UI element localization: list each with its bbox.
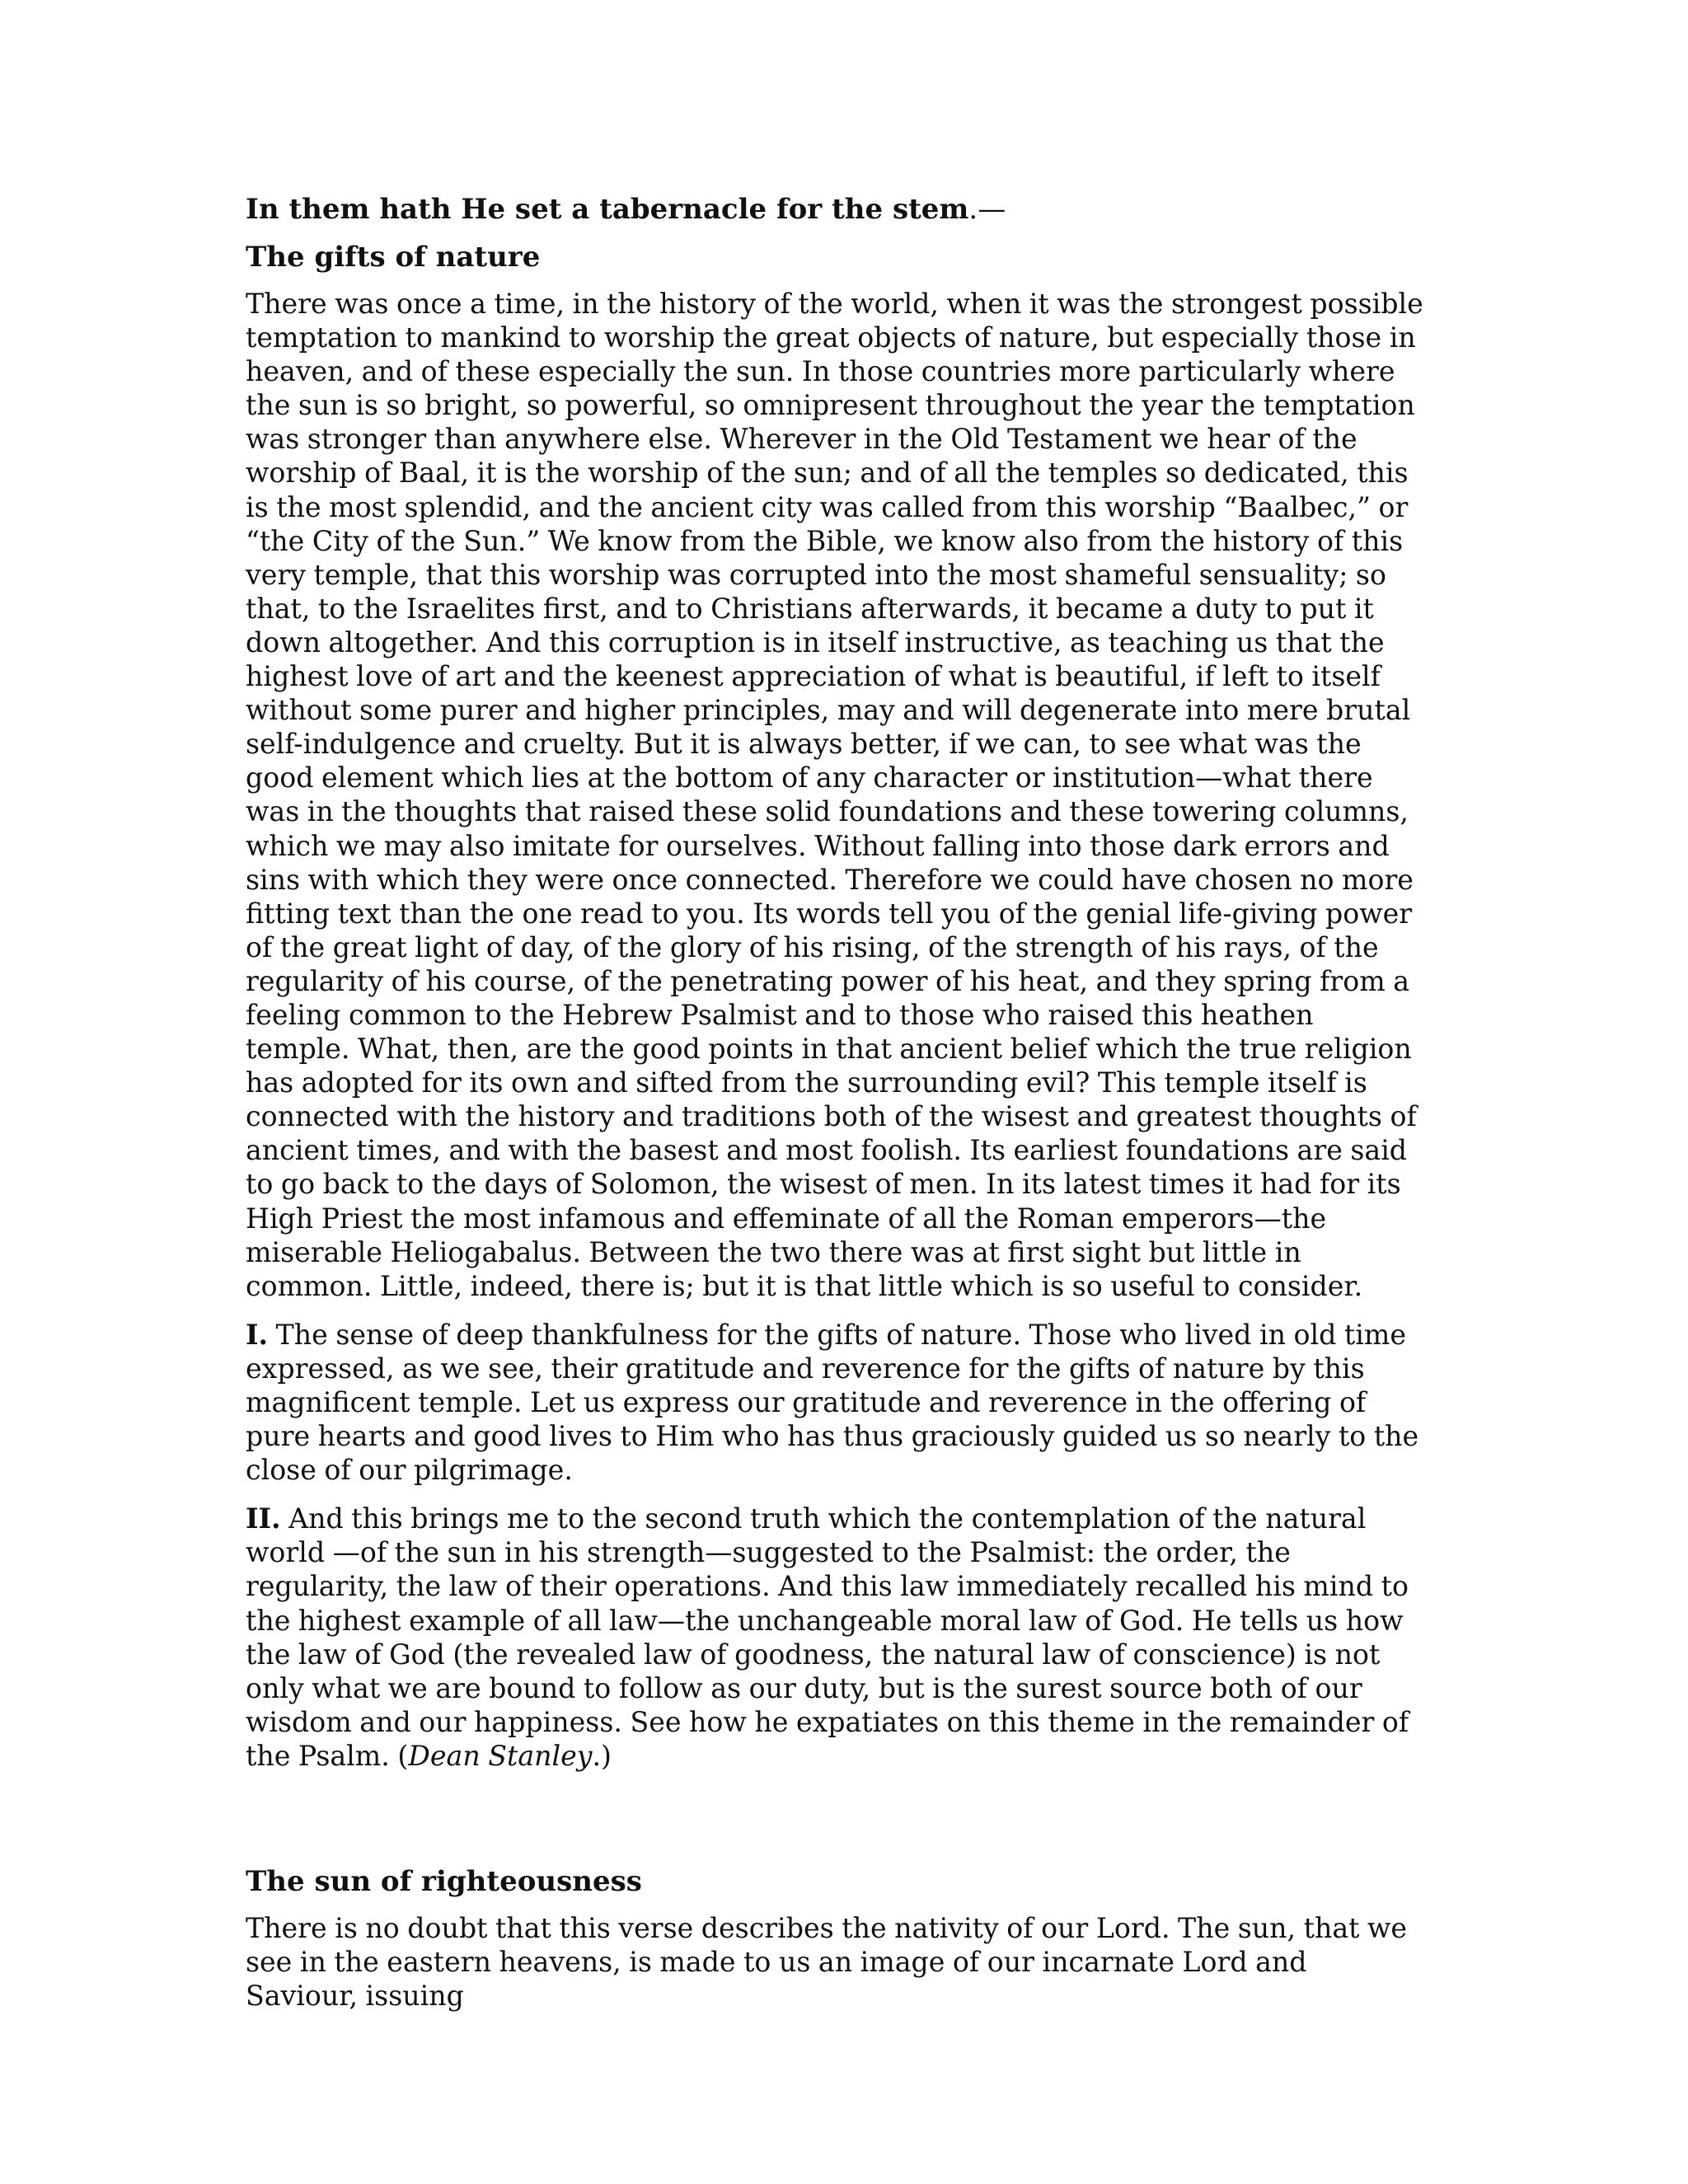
citation-close: .) — [592, 1739, 612, 1772]
subheading-sun-of-righteousness: The sun of righteousness — [246, 1865, 642, 1899]
section-title-suffix: .— — [968, 193, 1006, 226]
section-title — [246, 191, 1424, 227]
point-number: I. — [246, 1318, 269, 1351]
point-one-paragraph — [246, 1318, 1424, 1487]
section-title-text: In them hath He set a tabernacle for the stem — [246, 193, 969, 226]
section-gap — [246, 1788, 1424, 1863]
point-text: And this brings me to the second truth which the contemplation of the natural world —of the sun in his strength—suggested to the Psalmist: the order, the regularity, the law of their operations. And this law immediately recalled his mind to the highest example of all law—the unchangeable moral law of God. He tells us how the law of God (the revealed law of goodness, the natural law of conscience) is not only what we are bound to follow as our duty, but is the surest source both of our wisdom and our happiness. See how he expatiates on this theme in the remainder of the Psalm. ( — [246, 1502, 1409, 1772]
document-page — [246, 191, 1424, 2027]
point-text: The sense of deep thankfulness for the gifts of nature. Those who lived in old time expressed, as we see, their gratitude and reverence for the gifts of nature by this magnificent temple. Let us express our gratitude and reverence in the offering of pure hearts and good lives to Him who has thus graciously guided us so nearly to the close of our pilgrimage. — [246, 1318, 1419, 1487]
subheading-gifts-of-nature: The gifts of nature — [246, 241, 541, 274]
body-paragraph: There is no doubt that this verse describes the nativity of our Lord. The sun, that we see in the eastern heavens, is made to us an image of our incarnate Lord and Saviour, issuing — [246, 1912, 1408, 2013]
point-number: II. — [246, 1502, 281, 1535]
point-two-paragraph — [246, 1502, 1424, 1773]
citation-author: Dean Stanley — [408, 1739, 593, 1772]
body-paragraph: There was once a time, in the history of the world, when it was the strongest possible temptation to mankind to worship the great objects of nature, but especially those in heaven, and of these especially the sun. In those countries more particularly where the sun is so bright, so powerful, so omnipresent throughout the year the temptation was stronger than anywhere else. Wherever in the Old Testament we hear of the worship of Baal, it is the worship of the sun; and of all the temples so dedicated, this is the most splendid, and the ancient city was called from this worship “Baalbec,” or “the City of the Sun.” We know from the Bible, we know also from the history of this very temple, that this worship was corrupted into the most shameful sensuality; so that, to the Israelites first, and to Christians afterwards, it became a duty to put it down altogether. And this corruption is in itself instructive, as teaching us that the highest love of art and the keenest appreciation of what is beautiful, if left to itself without some purer and higher principles, may and will degenerate into mere brutal self-indulgence and cruelty. But it is always better, if we can, to see what was the good element which lies at the bottom of any character or institution—what there was in the thoughts that raised these solid foundations and these towering columns, which we may also imitate for ourselves. Without falling into those dark errors and sins with which they were once connected. Therefore we could have chosen no more fitting text than the one read to you. Its words tell you of the genial life-giving power of the great light of day, of the glory of his rising, of the strength of his rays, of the regularity of his course, of the penetrating power of his heat, and they spring from a feeling common to the Hebrew Psalmist and to those who raised this heathen temple. What, then, are the good points in that ancient belief which the true religion has adopted for its own and sifted from the surrounding evil? This temple itself is connected with the history and traditions both of the wisest and greatest thoughts of ancient times, and with the basest and most foolish. Its earliest foundations are said to go back to the days of Solomon, the wisest of men. In its latest times it had for its High Priest the most infamous and effeminate of all the Roman emperors—the miserable Heliogabalus. Between the two there was at first sight but little in common. Little, indeed, there is; but it is that little which is so useful to consider. — [246, 288, 1423, 1302]
